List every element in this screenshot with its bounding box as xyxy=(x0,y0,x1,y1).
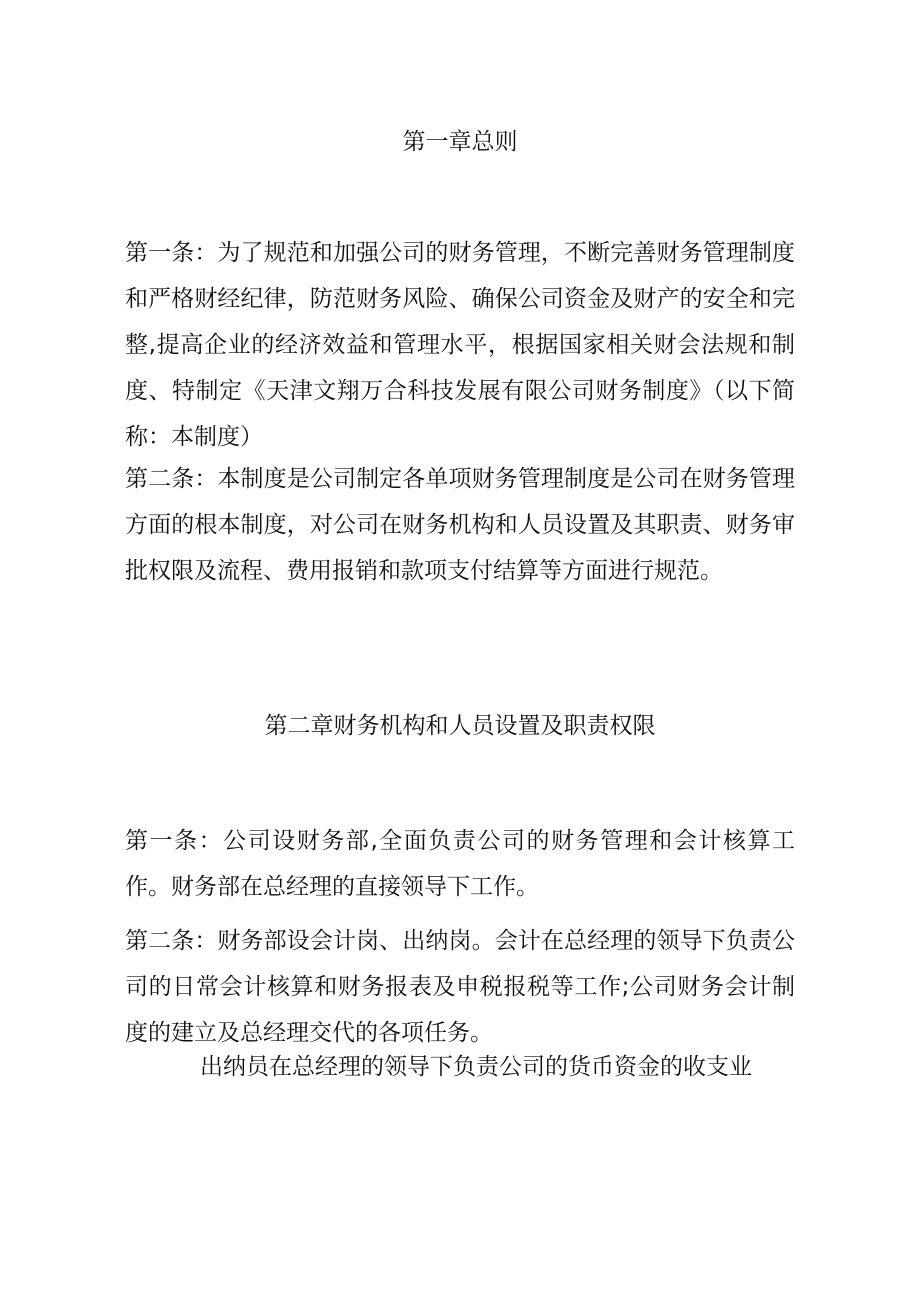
chapter-2-article-1: 第一条：公司设财务部,全面负责公司的财务管理和会计核算工作。财务部在总经理的直接领导下工作。 xyxy=(125,828,795,900)
chapter-1-article-2: 第二条：本制度是公司制定各单项财务管理制度是公司在财务管理方面的根本制度，对公司在财务机构和人员设置及其职责、财务审批权限及流程、费用报销和款项支付结算等方面进行规范。 xyxy=(125,466,795,584)
chapter-1-article-1: 第一条：为了规范和加强公司的财务管理，不断完善财务管理制度和严格财经纪律，防范财务风险、确保公司资金及财产的安全和完整,提高企业的经济效益和管理水平，根据国家相关财会法规和制度、特制定《天津文翔万合科技发展有限公司财务制度》（以下简称：本制度） xyxy=(125,240,795,450)
chapter-1-title: 第一章总则 xyxy=(402,129,518,155)
chapter-2-article-2: 第二条：财务部设会计岗、出纳岗。会计在总经理的领导下负责公司的日常会计核算和财务报表及申税报税等工作;公司财务会计制度的建立及总经理交代的各项任务。 xyxy=(125,928,795,1046)
chapter-2-article-2-continuation: 出纳员在总经理的领导下负责公司的货币资金的收支业 xyxy=(200,1054,752,1080)
chapter-2-title: 第二章财务机构和人员设置及职责权限 xyxy=(264,713,656,739)
